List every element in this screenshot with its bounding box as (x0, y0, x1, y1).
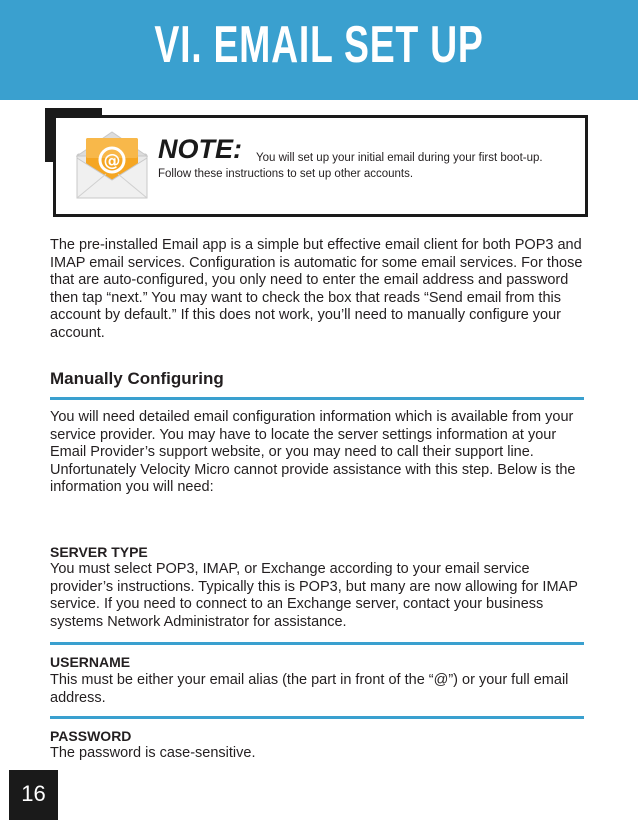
field-text-password: The password is case-sensitive. (50, 745, 256, 761)
field-label-password: PASSWORD (50, 728, 132, 744)
note-heading: NOTE: (158, 134, 242, 164)
svg-text:@: @ (103, 151, 121, 171)
section-divider (50, 397, 584, 400)
field-text-server-type: You must select POP3, IMAP, or Exchange according to your email service provider’s instructions. Typically this is POP3, but many are now allowing for IMAP service. If you need to connect to an Exchange server, contact your business systems Network Administrator for assistance. (50, 561, 578, 630)
page-number: 16 (21, 781, 46, 806)
field-label-username: USERNAME (50, 654, 131, 670)
manual-paragraph: You will need detailed email configuration information which is available from your service provider. You may have to locate the server settings information at your Email Provider’s support website, or you may need to call their support line. Unfortunately Velocity Micro cannot provide assistance with this step. Below is the information you will need: (50, 409, 576, 495)
field-label-server-type: SERVER TYPE (50, 544, 148, 560)
note-text: You will set up your initial email during your first boot-up. Follow these instructions to set up other accounts. (158, 152, 543, 180)
field-text-username: This must be either your email alias (the part in front of the “@”) or your full email address. (50, 672, 569, 706)
section-heading-manual: Manually Configuring (50, 369, 224, 388)
note-box (53, 115, 588, 217)
page-title: VI. EMAIL SET UP (154, 16, 484, 74)
field-divider (50, 716, 584, 719)
intro-paragraph: The pre-installed Email app is a simple but effective email client for both POP3 and IMAP email services. Configuration is automatic for some email services. For those that are auto-configured, you only need to enter the email address and password then tap “next.” You may want to check the box that reads “Send email from this account by default.” If this does not work, you’ll need to manually configure your account. (50, 237, 583, 341)
page-number-tab (9, 770, 58, 820)
field-divider (50, 642, 584, 645)
email-envelope-icon (76, 130, 148, 200)
